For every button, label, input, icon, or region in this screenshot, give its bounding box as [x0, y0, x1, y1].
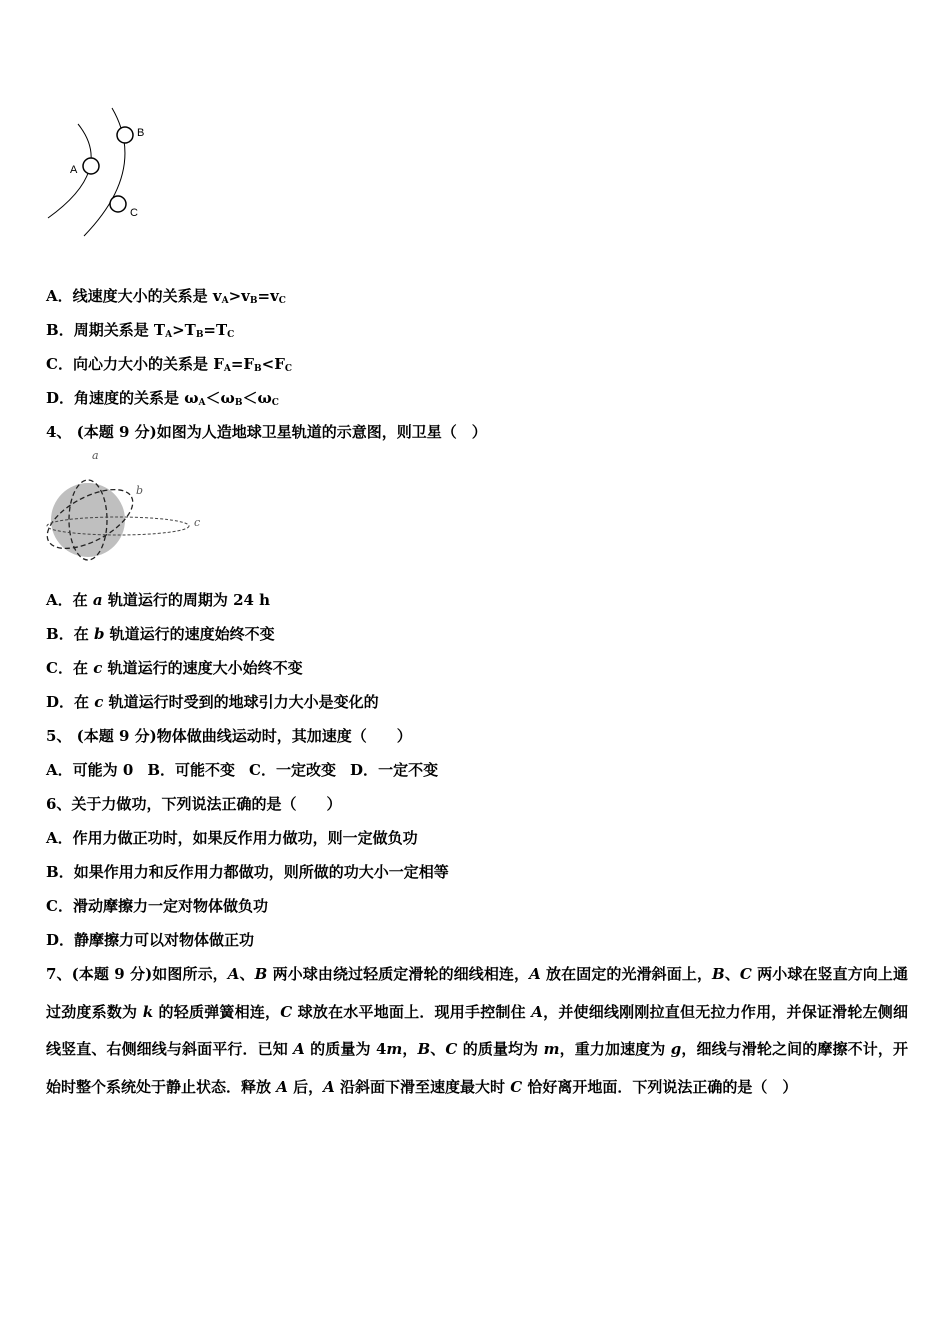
orbit-label-c: c: [194, 516, 201, 529]
ball-c: [110, 196, 126, 212]
q6-option-b: B．如果作用力和反作用力都做功，则所做的功大小一定相等: [46, 863, 449, 881]
q3-option-b: B．周期关系是 $T_A>T_B=T_C$: [46, 321, 235, 340]
ball-b: [117, 127, 133, 143]
q3-option-d: D．角速度的关系是 $\omega_A<\omega_B<\omega_C$: [46, 389, 279, 408]
q5-stem: 5、 (本题 9 分)物体做曲线运动时，其加速度（ ）: [46, 727, 412, 745]
ball-a: [83, 158, 99, 174]
q3-option-a: A．线速度大小的关系是 $v_A>v_B=v_C$: [46, 287, 286, 306]
q6-option-c: C．滑动摩擦力一定对物体做负功: [46, 897, 268, 915]
label-b: B: [137, 127, 145, 139]
q5-options: A．可能为 0 B．可能不变 C．一定改变 D．一定不变: [46, 761, 439, 779]
satellite-orbit-figure: [40, 445, 210, 565]
q4-option-b: B．在 b 轨道运行的速度始终不变: [46, 625, 275, 643]
label-c: C: [130, 207, 138, 219]
q6-stem: 6、关于力做功，下列说法正确的是（ ）: [46, 795, 342, 813]
orbit-label-b: b: [136, 484, 144, 497]
q4-option-d: D．在 c 轨道运行时受到的地球引力大小是变化的: [46, 693, 379, 711]
label-a: A: [70, 164, 78, 176]
q4-option-c: C．在 c 轨道运行的速度大小始终不变: [46, 659, 303, 677]
q3-option-c: C．向心力大小的关系是 $F_A=F_B<F_C$: [46, 355, 293, 374]
q4-option-a: A．在 a 轨道运行的周期为 24 h: [46, 591, 271, 609]
q7-stem: 7、(本题 9 分)如图所示，A、B 两小球由绕过轻质定滑轮的细线相连，A 放在固定的光滑斜面上，B、C 两小球在竖直方向上通过劲度系数为 k 的轻质弹簧相连，C 球放在水平地面上．现用手控制住 A，并使细线刚刚拉直但无拉力作用，并保证滑轮左侧细线竖直、右侧细线与斜面平行．已知 A 的质量为 4m，B、C 的质量均为 m，重力加速度为 g，细线与滑轮之间的摩擦不计，开始时整个系统处于静止状态．释放 A 后，A 沿斜面下滑至速度最大时 C 恰好离开地面．下列说法正确的是（ ）: [46, 965, 908, 1096]
q6-option-d: D．静摩擦力可以对物体做正功: [46, 931, 255, 949]
orbit-figure-abc: [40, 100, 170, 245]
q4-stem: 4、 (本题 9 分)如图为人造地球卫星轨道的示意图，则卫星（ ）: [46, 423, 487, 441]
orbit-label-a: a: [92, 449, 99, 462]
q6-option-a: A．作用力做正功时，如果反作用力做功，则一定做负功: [46, 829, 418, 847]
